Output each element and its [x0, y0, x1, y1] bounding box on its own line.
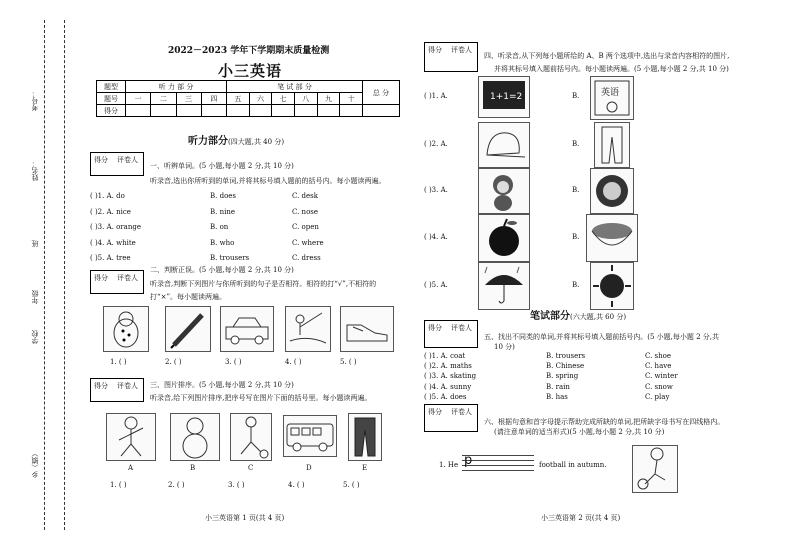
choice-option-b: B. nine — [210, 207, 235, 216]
footer-right: 小三英语第 2 页(共 4 页) — [541, 514, 621, 522]
option-b-label: B. — [572, 140, 580, 148]
option-b-label: B. — [572, 281, 580, 289]
choice-row-number: ( )4. A. white — [90, 238, 136, 247]
picture-letter: D — [306, 464, 312, 472]
math-board-picture — [478, 76, 530, 118]
option-b-label: B. — [572, 92, 580, 100]
scorer-box: 得分 评卷人 — [424, 320, 478, 348]
choice-row-number: ( )3. A. — [424, 186, 448, 194]
fishing-picture — [285, 306, 331, 352]
english-book-text: 英语 — [601, 88, 620, 98]
choice-option-b: B. trousers — [546, 352, 586, 360]
option-b-label: B. — [572, 186, 580, 194]
monkey-picture — [478, 168, 530, 214]
footer-left: 小三英语第 1 页(共 4 页) — [205, 514, 285, 522]
choice-option-b: B. rain — [546, 382, 570, 391]
choice-row-number: ( )2. A. nice — [90, 207, 131, 216]
answer-blank: 3. ( ) — [228, 481, 245, 489]
choice-option-b: B. does — [210, 192, 237, 200]
choice-option-b: B. who — [210, 238, 235, 247]
sun-picture — [590, 262, 634, 310]
exam-no-label: 考号： — [31, 90, 39, 111]
choice-option-b: B. trousers — [210, 254, 250, 262]
choice-option-c: C. open — [292, 223, 319, 231]
answer-blank: 4. ( ) — [285, 358, 302, 366]
scorer-box: 得分 评卷人 — [424, 404, 478, 432]
school-label: 学校 — [31, 330, 39, 344]
choice-row-number: ( )5. A. — [424, 281, 448, 289]
answer-blank: 4. ( ) — [288, 481, 305, 489]
section2-instructions: 打“×”。每小题读两遍。 — [150, 293, 227, 301]
choice-option-c: C. winter — [645, 372, 678, 381]
answer-blank: 3. ( ) — [225, 358, 242, 366]
choice-row-number: ( )1. A. coat — [424, 352, 466, 360]
binding-line — [64, 20, 65, 530]
answer-blank: 1. ( ) — [110, 481, 127, 489]
answer-blank: 5. ( ) — [340, 358, 357, 366]
shoes-picture — [340, 306, 394, 352]
cap-picture — [478, 122, 530, 168]
football-player-picture — [632, 445, 678, 493]
section3-title: 三、图片排序。(5 小题,每小题 2 分,共 10 分) — [150, 381, 294, 389]
choice-row-number: ( )1. A. do — [90, 192, 125, 200]
answer-blank: 2. ( ) — [165, 358, 182, 366]
choice-row-number: ( )2. A. maths — [424, 362, 472, 371]
choice-option-c: C. nose — [292, 207, 319, 216]
noodles-picture — [586, 214, 638, 262]
picture-letter: A — [128, 464, 134, 472]
first-letter-hint: p — [464, 453, 473, 468]
section6-title: 六、根据句意和首字母提示帮助完成所缺的单词,把所缺字母书写在四线格内。 — [484, 418, 725, 426]
pencil-picture — [165, 306, 211, 352]
choice-option-b: B. has — [546, 392, 568, 401]
section4-title-cont: 并将其标号填入题前括号内。每小题读两遍。(5 小题,每小题 2 分,共 10 分) — [494, 65, 729, 73]
choice-option-c: C. where — [292, 238, 324, 247]
class-label: 班 — [31, 240, 39, 247]
lion-picture — [590, 168, 634, 214]
picture-letter: E — [362, 464, 368, 472]
choice-row-number: ( )5. A. tree — [90, 254, 131, 262]
leopard-picture — [103, 306, 149, 352]
choice-option-c: C. play — [645, 392, 670, 401]
town-label: 乡（镇） — [31, 450, 39, 478]
trousers-picture — [348, 413, 382, 461]
choice-option-b: B. on — [210, 223, 229, 231]
section1-instructions: 听录音,选出你所听到的单词,并将其标号填入题前的括号内。每小题读两遍。 — [150, 177, 386, 185]
choice-row-number: ( )5. A. does — [424, 392, 467, 401]
choice-option-b: B. Chinese — [546, 362, 585, 371]
answer-blank: 2. ( ) — [168, 481, 185, 489]
section6-title-cont: (请注意单词的适当形式)(5 小题,每小题 2 分,共 10 分) — [494, 428, 665, 436]
q6-1-prefix: 1. He — [439, 461, 459, 469]
binding-line — [44, 20, 45, 530]
section3-instructions: 听录音,给下列图片排序,把序号写在图片下面的括号里。每小题读两遍。 — [150, 394, 372, 402]
option-b-label: B. — [572, 233, 580, 241]
section2-title: 二、判断正误。(5 小题,每小题 2 分,共 10 分) — [150, 266, 294, 274]
section1-title: 一、听辨单词。(5 小题,每小题 2 分,共 10 分) — [150, 162, 294, 170]
writing-heading: 笔试部分(六大题,共 60 分) — [530, 311, 627, 322]
english-book-picture — [590, 76, 634, 120]
choice-option-c: C. shoe — [645, 352, 672, 360]
answer-blank: 5. ( ) — [343, 481, 360, 489]
choice-row-number: ( )4. A. sunny — [424, 382, 472, 391]
section4-title: 四、听录音,从下列每小题所给的 A、B 两个选项中,选出与录音内容相符的图片, — [484, 52, 730, 60]
four-line-grid[interactable] — [462, 455, 534, 471]
choice-row-number: ( )1. A. — [424, 92, 448, 100]
umbrella-rain-picture — [478, 262, 530, 310]
grade-label: 年级 — [31, 290, 39, 304]
trousers-picture — [594, 122, 630, 168]
apple-picture — [478, 214, 530, 262]
exam-year-title: 2022－2023 学年下学期期末质量检测 — [168, 46, 330, 56]
choice-row-number: ( )3. A. orange — [90, 223, 141, 231]
scorer-box: 得分 评卷人 — [424, 42, 478, 72]
q6-1-suffix: football in autumn. — [539, 461, 607, 469]
car-picture — [220, 306, 274, 352]
section2-instructions: 听录音,判断下列图片与你所听到的句子是否相符。相符的打“√”,不相符的 — [150, 280, 377, 288]
choice-option-c: C. snow — [645, 382, 673, 391]
football-boy-picture — [230, 413, 272, 461]
choice-row-number: ( )3. A. skating — [424, 372, 477, 381]
choice-option-c: C. dress — [292, 254, 321, 262]
math-board-text: 1+1=2 — [490, 92, 523, 102]
picture-letter: B — [190, 464, 196, 472]
choice-row-number: ( )4. A. — [424, 233, 448, 241]
score-table: 题型 听 力 部 分 笔 试 部 分 总 分 题号 一 二 三 四 五 六 七 八 九 十 得分 — [96, 80, 400, 117]
scorer-box: 得分 评卷人 — [90, 152, 144, 176]
choice-option-c: C. have — [645, 362, 672, 371]
choice-option-c: C. desk — [292, 192, 319, 200]
scorer-box: 得分 评卷人 — [90, 378, 144, 402]
running-boy-picture — [106, 413, 156, 461]
bus-picture — [283, 415, 337, 457]
picture-letter: C — [248, 464, 254, 472]
scorer-box: 得分 评卷人 — [90, 270, 144, 294]
listening-heading: 听力部分(四大题,共 40 分) — [188, 136, 285, 147]
name-label: 姓名： — [31, 160, 39, 181]
section5-title: 五、找出不同类的单词,并将其标号填入题前括号内。(5 小题,每小题 2 分,共 — [484, 333, 719, 341]
subject-title: 小三英语 — [218, 62, 283, 80]
choice-option-b: B. spring — [546, 372, 579, 381]
choice-row-number: ( )2. A. — [424, 140, 448, 148]
snowman-picture — [170, 413, 220, 461]
section5-title-cont: 10 分) — [494, 343, 515, 351]
answer-blank: 1. ( ) — [110, 358, 127, 366]
